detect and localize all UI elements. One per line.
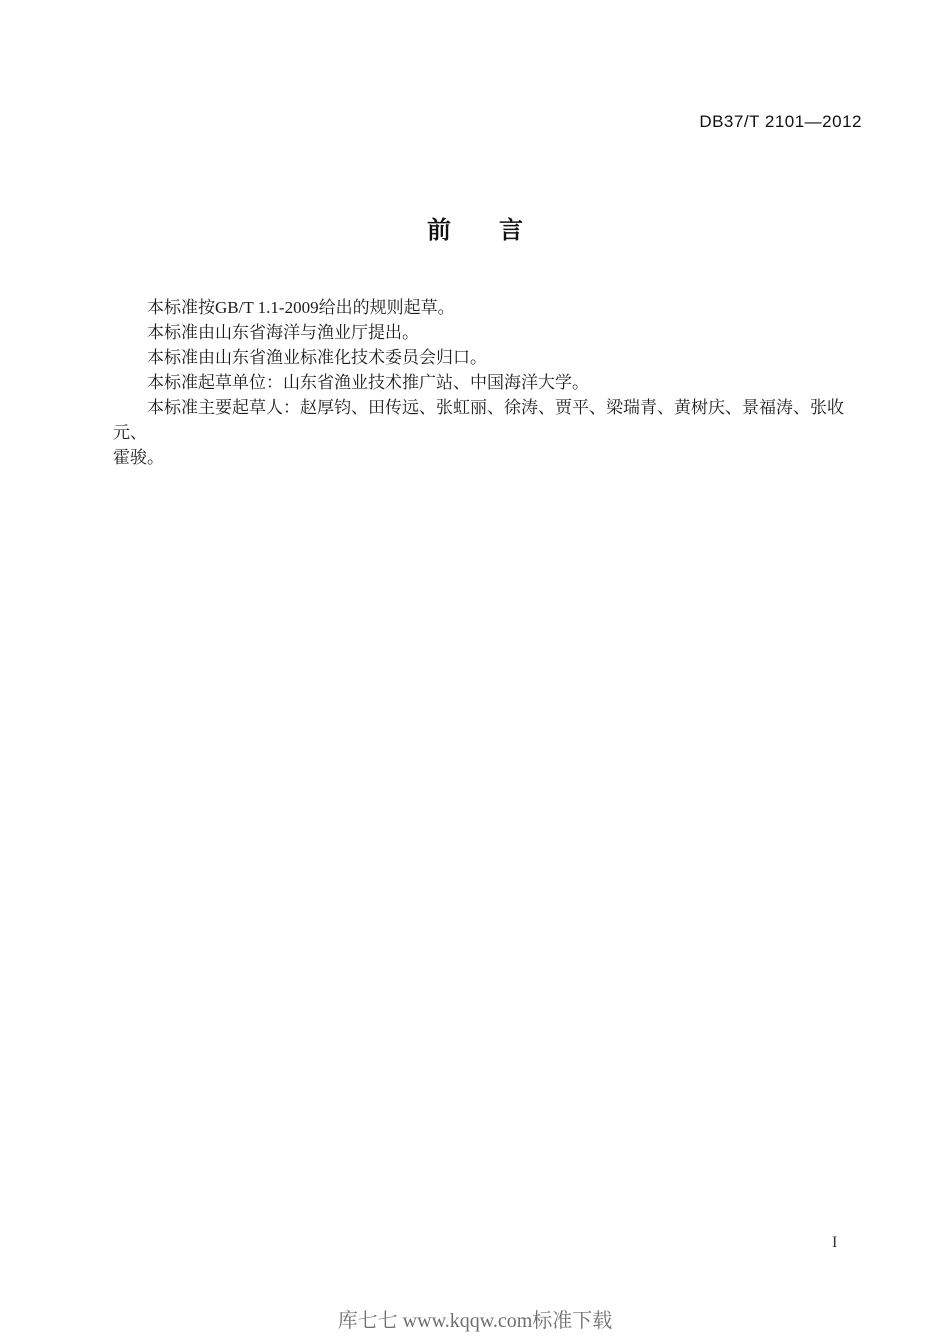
page-number: I (832, 1234, 838, 1251)
foreword-body (113, 295, 873, 470)
watermark-text: 库七七 www.kqqw.com标准下载 (337, 1310, 613, 1332)
foreword-line: 本标准起草单位：山东省渔业技术推广站、中国海洋大学。 (147, 373, 589, 392)
document-code: DB37/T 2101—2012 (699, 112, 862, 131)
foreword-line: 本标准按GB/T 1.1-2009给出的规则起草。 (147, 298, 455, 317)
page-title: 前 言 (427, 217, 523, 244)
foreword-line: 本标准由山东省渔业标准化技术委员会归口。 (147, 348, 487, 367)
foreword-line: 本标准主要起草人：赵厚钧、田传远、张虹丽、徐涛、贾平、梁瑞青、黄树庆、景福涛、张收元、 (113, 398, 844, 442)
foreword-line: 霍骏。 (113, 448, 164, 467)
foreword-line: 本标准由山东省海洋与渔业厅提出。 (147, 323, 419, 342)
